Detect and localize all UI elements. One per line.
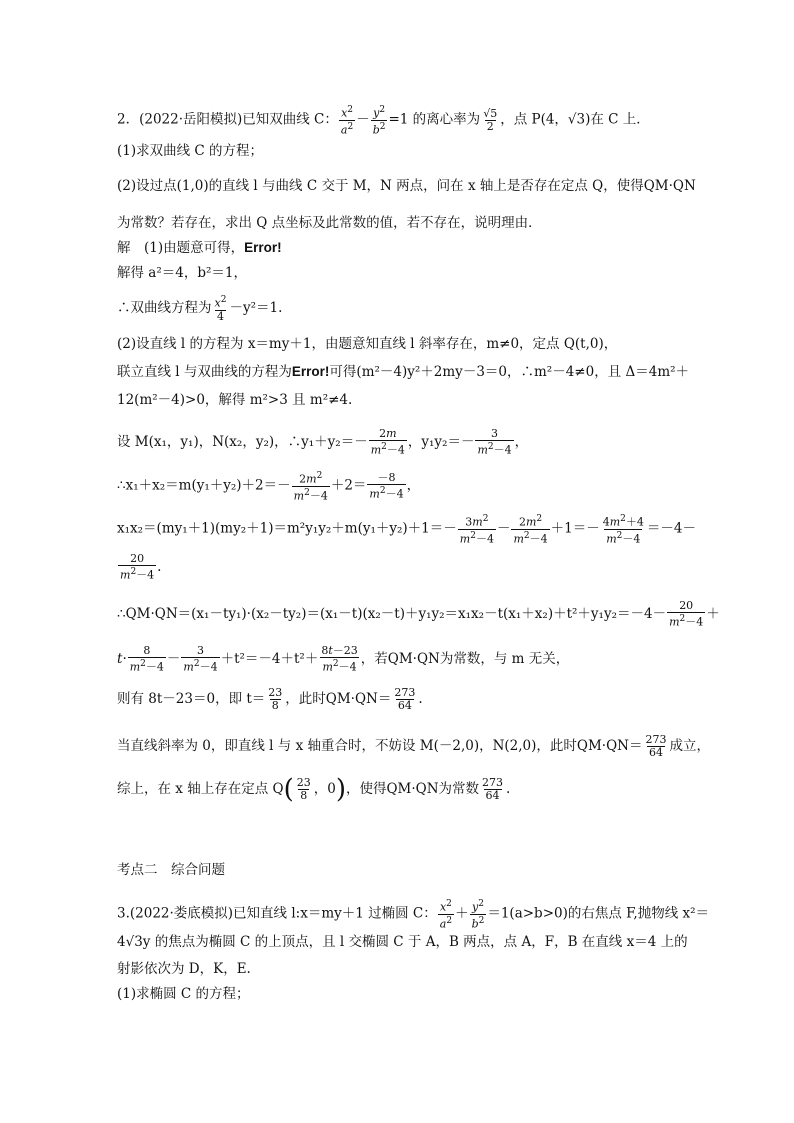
- problem2-statement: 2．(2022·岳阳模拟)已知双曲线 C： $\frac{x^2}{a^2}$ － $\frac{y^2}{b^2}$ =1 的离心率为 $\frac{√5}{2}$ ，点 P(4，√3)在 C 上．: [117, 105, 650, 137]
- solution-line-5: [117, 362, 690, 382]
- text: 成立，: [669, 738, 710, 754]
- problem2-part1: (1)求双曲线 C 的方程；: [117, 143, 264, 159]
- solution-line-7: 设 M(x₁，y₁)，N(x₂，y₂)，∴y₁＋y₂＝－ $\frac{2m}{m^2-4}$ ，y₁y₂＝－ $\frac{3}{m^2-4}$ ，: [117, 427, 529, 457]
- error-text: Error!: [291, 364, 330, 379]
- fraction: $\frac{3m^2}{m^2-4}$: [459, 514, 494, 546]
- solution-line-9: x₁x₂＝(my₁＋1)(my₂＋1)＝m²y₁y₂＋m(y₁＋y₂)＋1＝－ $\frac{3m^2}{m^2-4}$ － $\frac{2m^2}{m^2-4}$ ＋1＝－ $\frac{4m^2+4}{m^2-4}$ ＝－4－: [117, 514, 696, 546]
- solution-line-15: 综上，在 x 轴上存在定点 Q( $\frac{23}{8}$ ，0)，使得QM·QN为常数 $\frac{273}{64}$ .: [117, 774, 511, 805]
- solution-line-4: (2)设直线 l 的方程为 x＝my＋1，由题意知直线 l 斜率存在，m≠0，定点 Q(t,0)，: [117, 336, 618, 352]
- text: －y²＝1.: [229, 299, 283, 316]
- problem2-number: 2．(2022·岳阳模拟)已知双曲线 C：: [117, 111, 338, 128]
- solution-line-2: 解得 a²＝4，b²＝1，: [117, 265, 247, 281]
- fraction: $\frac{2m}{m^2-4}$: [370, 427, 405, 457]
- text: ∴x₁＋x₂＝m(y₁＋y₂)＋2＝－: [117, 477, 291, 494]
- text: ＋2＝: [330, 477, 367, 494]
- text: ＋t²＝－4＋t²＋: [220, 650, 319, 667]
- fraction: $\frac{x^2}{4}$: [214, 295, 227, 323]
- fraction: $\frac{2m^2}{m^2-4}$: [293, 471, 328, 503]
- solution-line-1: [117, 238, 682, 258]
- solution-line-14: [117, 733, 710, 759]
- fraction: $\frac{x^2}{a^2}$: [340, 105, 354, 137]
- solution-line-3: [117, 294, 682, 323]
- fraction: $\frac{20}{m^2-4}$: [120, 552, 155, 582]
- problem3-line-1: 3.(2022·娄底模拟)已知直线 l:x＝my＋1 过椭圆 C： $\frac{x^2}{a^2}$ ＋ $\frac{y^2}{b^2}$ ＝1(a>b>0)的右焦点 F,抛物线 x²＝: [117, 899, 710, 931]
- fraction: $\frac{4m^2+4}{m^2-4}$: [602, 514, 644, 546]
- problem2-text: =1 的离心率为: [388, 111, 481, 128]
- problem3-part1: (1)求椭圆 C 的方程；: [117, 986, 250, 1002]
- fraction: $\frac{273}{64}$: [394, 686, 416, 712]
- text: 可得(m²－4)y²＋2my－3＝0，∴m²－4≠0，且 Δ＝4m²＋: [329, 364, 690, 380]
- fraction: $\frac{23}{8}$: [296, 776, 311, 802]
- fraction: $\frac{-8}{m^2-4}$: [369, 470, 404, 501]
- fraction: $\frac{√5}{2}$: [483, 106, 498, 133]
- problem2-text: ，点 P(4，√3)在 C 上．: [500, 111, 650, 128]
- text: 3.(2022·娄底模拟)已知直线 l:x＝my＋1 过椭圆 C：: [117, 905, 437, 922]
- text: 综上，在 x 轴上存在定点 Q: [117, 781, 284, 797]
- fraction: $\frac{2m^2}{m^2-4}$: [513, 514, 548, 546]
- problem3-line-3: 射影依次为 D，K，E.: [117, 961, 251, 977]
- text: ，此时QM·QN＝: [285, 691, 392, 707]
- error-text: Error!: [244, 240, 282, 255]
- fraction: $\frac{3}{m^2-4}$: [183, 644, 218, 674]
- fraction: $\frac{273}{64}$: [645, 733, 667, 759]
- fraction: $\frac{23}{8}$: [268, 686, 283, 712]
- fraction: $\frac{8}{m^2-4}$: [129, 644, 164, 674]
- text: 联立直线 l 与双曲线的方程为: [117, 364, 292, 380]
- solution-line-10: $\frac{20}{m^2-4}$ .: [120, 552, 162, 582]
- text: x₁x₂＝(my₁＋1)(my₂＋1)＝m²y₁y₂＋m(y₁＋y₂)＋1＝－: [117, 520, 457, 537]
- problem2-part2-cont: 为常数？若存在，求出 Q 点坐标及此常数的值，若不存在，说明理由．: [117, 215, 542, 231]
- text: ＋1＝－: [550, 520, 600, 537]
- solution-head: 解 (1)由题意可得，: [117, 240, 245, 256]
- text: 当直线斜率为 0，即直线 l 与 x 轴重合时，不妨设 M(－2,0)，N(2,0)，此时QM·QN＝: [117, 738, 643, 754]
- text: 则有 8t－23＝0，即 t＝: [117, 691, 266, 707]
- solution-line-8: ∴x₁＋x₂＝m(y₁＋y₂)＋2＝－ $\frac{2m^2}{m^2-4}$ ＋2＝ $\frac{-8}{m^2-4}$ ，: [117, 470, 421, 503]
- fraction: $\frac{273}{64}$: [482, 776, 504, 802]
- text: ∴双曲线方程为: [117, 299, 212, 316]
- text: ，若QM·QN为常数，与 m 无关，: [360, 650, 570, 667]
- fraction: $\frac{x^2}{a^2}$: [439, 899, 453, 931]
- text: ，使得QM·QN为常数: [345, 781, 480, 797]
- fraction: $\frac{y^2}{b^2}$: [471, 899, 485, 931]
- problem3-line-2: 4√3y 的焦点为椭圆 C 的上顶点，且 l 交椭圆 C 于 A，B 两点，点 A，F，B 在直线 x＝4 上的: [117, 934, 688, 950]
- fraction: $\frac{20}{m^2-4}$: [669, 599, 704, 629]
- solution-line-12: t· $\frac{8}{m^2-4}$ － $\frac{3}{m^2-4}$ ＋t²＝－4＋t²＋ $\frac{8t-23}{m^2-4}$ ，若QM·QN为常数，与 m 无关，: [117, 644, 570, 674]
- section-title: 考点二 综合问题: [117, 862, 225, 878]
- solution-line-6: 12(m²－4)>0，解得 m²>3 且 m²≠4.: [117, 392, 353, 408]
- text: ＝1(a>b>0)的右焦点 F,抛物线 x²＝: [487, 905, 710, 922]
- text: 设 M(x₁，y₁)，N(x₂，y₂)，∴y₁＋y₂＝－: [117, 433, 368, 450]
- text: ＝－4－: [646, 520, 696, 537]
- problem2-part2: (2)设过点(1,0)的直线 l 与曲线 C 交于 M，N 两点，问在 x 轴上是否存在定点 Q，使得QM·QN: [117, 178, 696, 194]
- text: .: [506, 781, 511, 797]
- fraction: $\frac{y^2}{b^2}$: [372, 105, 386, 137]
- text: ，y₁y₂＝－: [407, 433, 475, 450]
- solution-line-13: 则有 8t－23＝0，即 t＝ $\frac{23}{8}$ ，此时QM·QN＝ $\frac{273}{64}$ .: [117, 686, 423, 712]
- fraction: $\frac{8t-23}{m^2-4}$: [321, 644, 358, 674]
- text: ∴QM·QN＝(x₁－ty₁)·(x₂－ty₂)＝(x₁－t)(x₂－t)＋y₁y₂＝x₁x₂－t(x₁＋x₂)＋t²＋y₁y₂＝－4－: [117, 605, 667, 622]
- fraction: $\frac{3}{m^2-4}$: [477, 427, 512, 457]
- solution-line-11: ∴QM·QN＝(x₁－ty₁)·(x₂－ty₂)＝(x₁－t)(x₂－t)＋y₁y₂＝x₁x₂－t(x₁＋x₂)＋t²＋y₁y₂＝－4－ $\frac{20}{m^2-4}$ ＋: [117, 599, 720, 629]
